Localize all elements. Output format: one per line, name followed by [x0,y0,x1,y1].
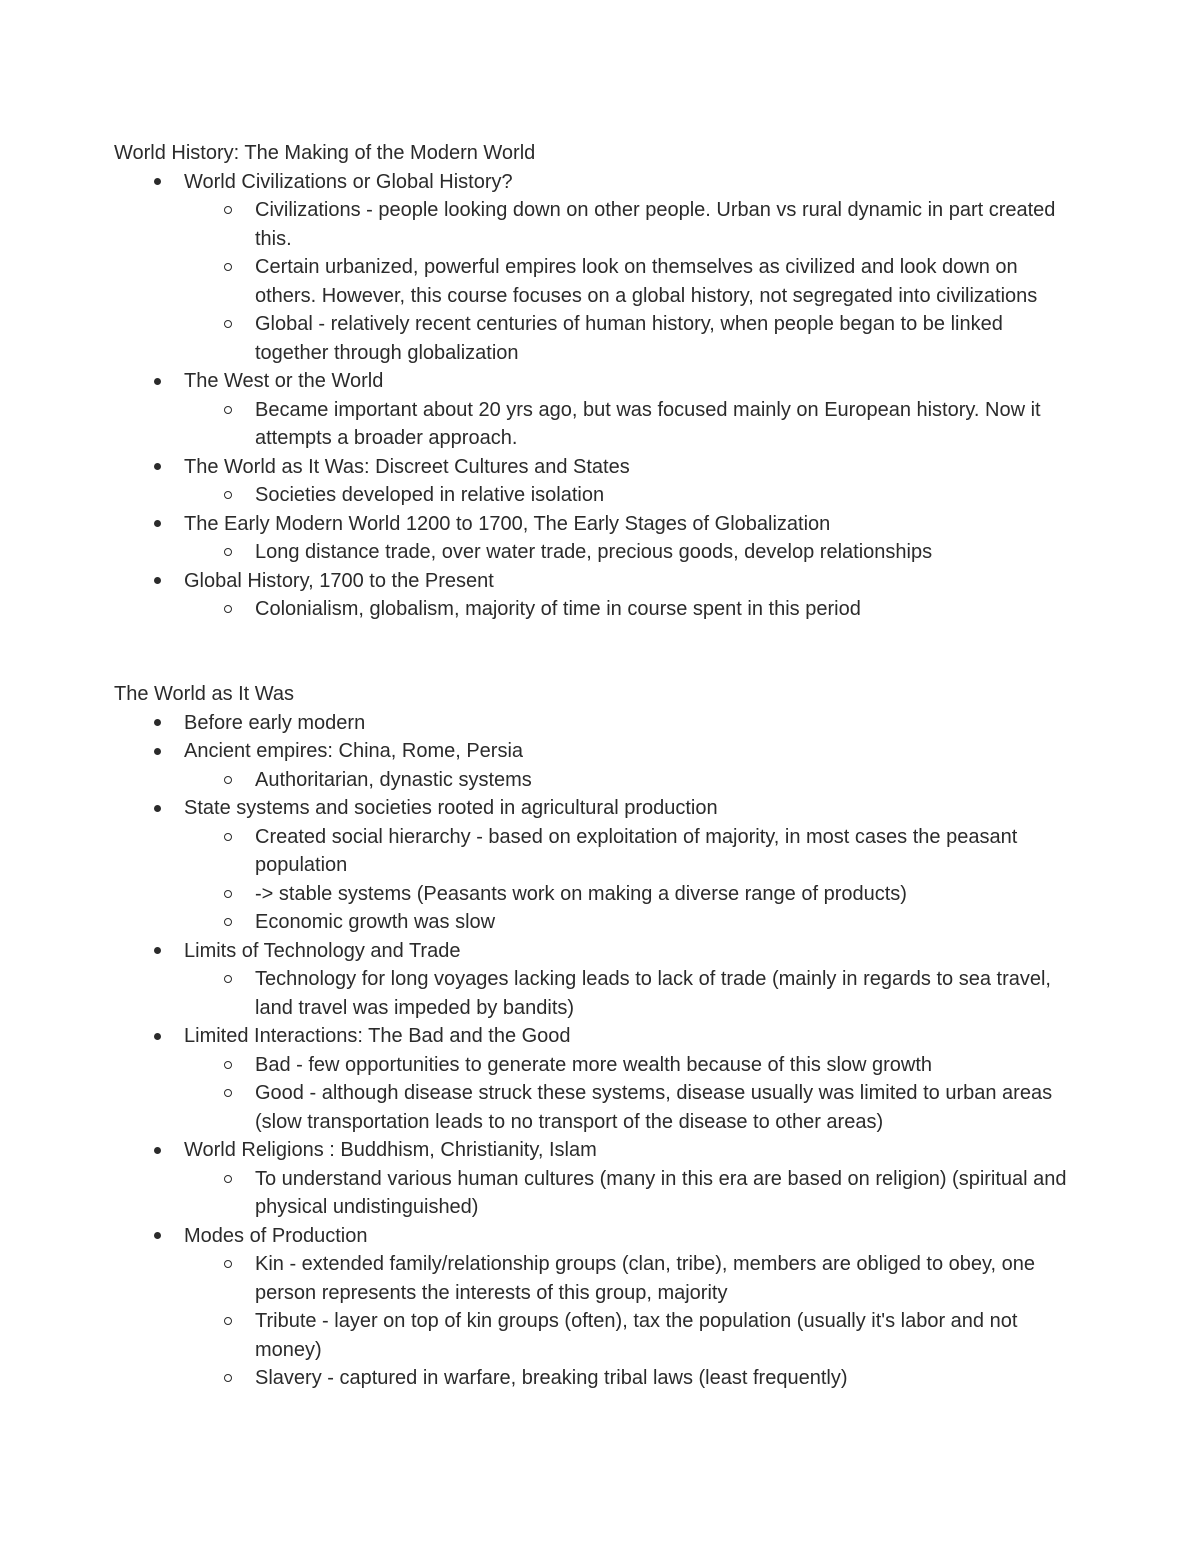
list-item: The Early Modern World 1200 to 1700, The Early Stages of Globalization [114,510,1074,539]
hollow-bullet-icon [221,396,235,425]
list-item: The World as It Was: Discreet Cultures and States [114,453,1074,482]
bullet-list [114,709,1074,1393]
hollow-bullet-icon [221,1051,235,1080]
hollow-bullet-icon [221,310,235,339]
list-item: State systems and societies rooted in agricultural production [114,794,1074,823]
hollow-bullet-icon [221,253,235,282]
hollow-bullet-icon [221,965,235,994]
hollow-bullet-icon [221,481,235,510]
hollow-bullet-icon [221,1079,235,1108]
list-item: Colonialism, globalism, majority of time in course spent in this period [114,595,1074,624]
bullet-list [114,168,1074,624]
hollow-bullet-icon [221,880,235,909]
filled-bullet-icon [150,737,164,766]
filled-bullet-icon [150,367,164,396]
list-item: Slavery - captured in warfare, breaking tribal laws (least frequently) [114,1364,1074,1393]
list-item: Limited Interactions: The Bad and the Good [114,1022,1074,1051]
hollow-bullet-icon [221,1364,235,1393]
list-item: Ancient empires: China, Rome, Persia [114,737,1074,766]
list-item: To understand various human cultures (many in this era are based on religion) (spiritual and physical undistinguished) [114,1165,1074,1222]
section-heading: World History: The Making of the Modern World [114,142,536,164]
list-item: Global History, 1700 to the Present [114,567,1074,596]
list-item: World Civilizations or Global History? [114,168,1074,197]
hollow-bullet-icon [221,196,235,225]
hollow-bullet-icon [221,538,235,567]
filled-bullet-icon [150,567,164,596]
list-item: Long distance trade, over water trade, precious goods, develop relationships [114,538,1074,567]
list-item: Civilizations - people looking down on other people. Urban vs rural dynamic in part created this. [114,196,1074,253]
notes-section-modern-world [114,139,1074,624]
filled-bullet-icon [150,937,164,966]
filled-bullet-icon [150,1136,164,1165]
hollow-bullet-icon [221,1250,235,1279]
filled-bullet-icon [150,453,164,482]
hollow-bullet-icon [221,1165,235,1194]
filled-bullet-icon [150,168,164,197]
notes-section-world-as-it-was [114,680,1074,1393]
list-item: Modes of Production [114,1222,1074,1251]
hollow-bullet-icon [221,595,235,624]
hollow-bullet-icon [221,1307,235,1336]
list-item: -> stable systems (Peasants work on making a diverse range of products) [114,880,1074,909]
list-item: Authoritarian, dynastic systems [114,766,1074,795]
section-heading: The World as It Was [114,683,295,705]
list-item: Tribute - layer on top of kin groups (often), tax the population (usually it's labor and not money) [114,1307,1074,1364]
list-item: Limits of Technology and Trade [114,937,1074,966]
list-item: Economic growth was slow [114,908,1074,937]
list-item: World Religions : Buddhism, Christianity, Islam [114,1136,1074,1165]
list-item: Certain urbanized, powerful empires look on themselves as civilized and look down on others. However, this course focuses on a global history, not segregated into civilizations [114,253,1074,310]
list-item: Good - although disease struck these systems, disease usually was limited to urban areas (slow transportation leads to no transport of the disease to other areas) [114,1079,1074,1136]
filled-bullet-icon [150,510,164,539]
hollow-bullet-icon [221,766,235,795]
hollow-bullet-icon [221,908,235,937]
filled-bullet-icon [150,1022,164,1051]
list-item: Global - relatively recent centuries of human history, when people began to be linked together through globalization [114,310,1074,367]
filled-bullet-icon [150,794,164,823]
list-item: Technology for long voyages lacking leads to lack of trade (mainly in regards to sea travel, land travel was impeded by bandits) [114,965,1074,1022]
list-item: Before early modern [114,709,1074,738]
filled-bullet-icon [150,709,164,738]
list-item: Created social hierarchy - based on exploitation of majority, in most cases the peasant population [114,823,1074,880]
hollow-bullet-icon [221,823,235,852]
list-item: The West or the World [114,367,1074,396]
list-item: Kin - extended family/relationship groups (clan, tribe), members are obliged to obey, one person represents the interests of this group, majority [114,1250,1074,1307]
list-item: Bad - few opportunities to generate more wealth because of this slow growth [114,1051,1074,1080]
list-item: Became important about 20 yrs ago, but was focused mainly on European history. Now it attempts a broader approach. [114,396,1074,453]
filled-bullet-icon [150,1222,164,1251]
list-item: Societies developed in relative isolation [114,481,1074,510]
